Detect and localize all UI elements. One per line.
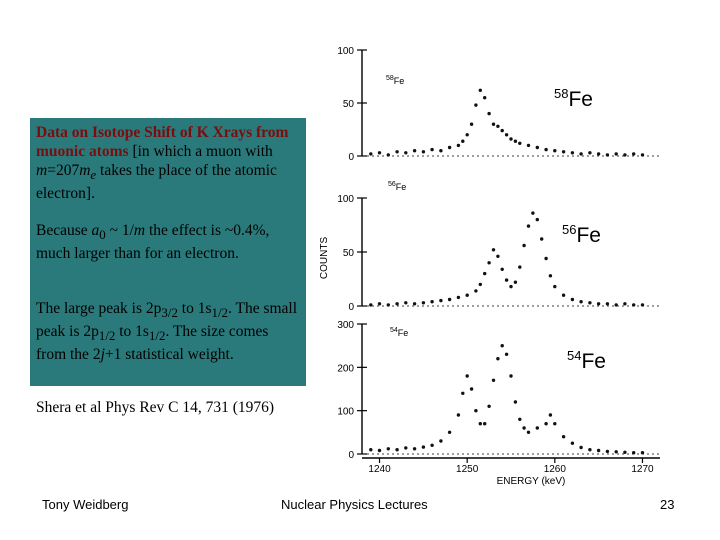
footer-page-number: 23 <box>660 497 675 512</box>
footer-course: Nuclear Physics Lectures <box>281 497 428 512</box>
data-point <box>509 137 512 140</box>
data-point <box>369 152 372 155</box>
data-point <box>369 448 372 451</box>
intro-paragraph <box>36 123 298 203</box>
data-point <box>571 442 574 445</box>
math-m: m <box>36 162 48 179</box>
y-tick-label: 200 <box>337 363 354 375</box>
data-point <box>395 302 398 305</box>
data-point <box>413 302 416 305</box>
data-point <box>544 257 547 260</box>
inset-symbol: Fe <box>393 76 405 86</box>
data-point <box>514 140 517 143</box>
data-point <box>439 439 442 442</box>
data-point <box>527 431 530 434</box>
data-point <box>518 142 521 145</box>
data-point <box>501 268 504 271</box>
data-point <box>404 301 407 304</box>
data-point <box>387 303 390 306</box>
y-tick-label: 100 <box>337 194 354 205</box>
data-point <box>470 387 473 390</box>
data-point <box>492 379 495 382</box>
data-point <box>623 302 626 305</box>
text-run: . The size comes from the 2 <box>36 323 269 364</box>
data-point <box>387 447 390 450</box>
inset-symbol: Fe <box>397 328 409 338</box>
data-point <box>474 103 477 106</box>
math-m: m <box>133 222 146 239</box>
data-point <box>632 451 635 454</box>
spectrum-panel-54 <box>337 320 660 461</box>
data-point <box>369 303 372 306</box>
footer-author: Tony Weidberg <box>42 497 129 512</box>
text-run: to 1s <box>177 300 212 317</box>
text-run: [in which a muon with <box>128 143 273 160</box>
data-point <box>430 148 433 151</box>
data-point <box>466 133 469 136</box>
text-run: the effect is ~0.4%, much larger than for an electron. <box>36 222 270 263</box>
y-tick-label: 100 <box>337 46 354 57</box>
data-point <box>395 150 398 153</box>
data-point <box>479 89 482 92</box>
data-point <box>606 450 609 453</box>
data-point <box>505 278 508 281</box>
text-run: to 1s <box>115 323 149 341</box>
data-point <box>395 448 398 451</box>
data-point <box>487 261 490 264</box>
data-point <box>509 374 512 377</box>
data-point <box>518 418 521 421</box>
data-point <box>536 426 539 429</box>
data-point <box>483 272 486 275</box>
text-run: takes the place of the atomic electron]. <box>36 162 277 203</box>
data-point <box>597 449 600 452</box>
text-run: . The small peak is 2p <box>36 300 298 341</box>
data-point <box>522 244 525 247</box>
data-point <box>562 150 565 153</box>
math-subscript: e <box>90 167 97 183</box>
data-point <box>571 298 574 301</box>
y-tick-label: 0 <box>348 450 354 461</box>
inset-isotope-label <box>386 75 404 86</box>
data-point <box>536 146 539 149</box>
data-point <box>422 150 425 153</box>
data-point <box>479 422 482 425</box>
data-point <box>527 144 530 147</box>
data-point <box>413 149 416 152</box>
data-point <box>623 451 626 454</box>
data-point <box>536 218 539 221</box>
data-point <box>457 144 460 147</box>
element-symbol: Fe <box>576 224 601 247</box>
y-tick-label: 0 <box>348 302 354 313</box>
data-point <box>531 211 534 214</box>
spectrum-panel-58 <box>337 46 660 163</box>
inset-mass-number: 58 <box>386 75 394 82</box>
data-point <box>514 400 517 403</box>
x-tick-label: 1270 <box>631 464 654 475</box>
data-point <box>518 265 521 268</box>
data-point <box>579 300 582 303</box>
data-point <box>404 151 407 154</box>
data-point <box>615 152 618 155</box>
mass-number: 58 <box>554 86 569 101</box>
inset-isotope-label <box>390 327 408 338</box>
text-run: Because <box>36 222 92 239</box>
data-point <box>479 283 482 286</box>
element-symbol: Fe <box>581 350 606 373</box>
x-axis-title: ENERGY (keV) <box>496 476 566 487</box>
data-point <box>422 301 425 304</box>
data-point <box>606 153 609 156</box>
x-tick-label: 1260 <box>543 464 566 475</box>
data-point <box>553 422 556 425</box>
x-tick-label: 1240 <box>368 464 391 475</box>
data-point <box>623 153 626 156</box>
data-point <box>474 289 477 292</box>
data-point <box>466 294 469 297</box>
data-point <box>597 302 600 305</box>
inset-mass-number: 56 <box>388 181 396 188</box>
data-point <box>501 344 504 347</box>
data-point <box>588 151 591 154</box>
data-point <box>404 446 407 449</box>
data-point <box>413 447 416 450</box>
data-point <box>527 224 530 227</box>
data-point <box>588 448 591 451</box>
y-tick-label: 300 <box>337 320 354 331</box>
data-point <box>448 146 451 149</box>
data-point <box>378 449 381 452</box>
data-point <box>483 422 486 425</box>
math-subscript: 0 <box>99 227 106 243</box>
data-point <box>632 152 635 155</box>
data-point <box>553 285 556 288</box>
data-point <box>457 413 460 416</box>
isotope-spectra-chart <box>310 38 715 487</box>
data-point <box>540 237 543 240</box>
data-point <box>483 96 486 99</box>
data-point <box>387 153 390 156</box>
data-point <box>562 435 565 438</box>
y-axis-title: COUNTS <box>319 236 330 280</box>
data-point <box>571 151 574 154</box>
data-point <box>378 302 381 305</box>
y-tick-label: 50 <box>342 99 354 110</box>
inset-isotope-label <box>388 181 406 192</box>
reference-citation: Shera et al Phys Rev C 14, 731 (1976) <box>36 399 275 416</box>
element-symbol: Fe <box>568 88 593 111</box>
math-subscript: 1/2 <box>211 305 228 321</box>
data-point <box>606 302 609 305</box>
data-point <box>588 301 591 304</box>
data-point <box>492 248 495 251</box>
data-point <box>509 285 512 288</box>
highlighted-phrase: Data on Isotope Shift of K Xrays from muonic atoms <box>36 124 289 160</box>
data-point <box>501 129 504 132</box>
text-run: ~ 1/ <box>105 222 134 239</box>
math-a: a <box>91 222 100 239</box>
data-point <box>487 112 490 115</box>
data-point <box>430 444 433 447</box>
text-run: =207 <box>47 162 80 179</box>
data-point <box>597 152 600 155</box>
data-point <box>496 357 499 360</box>
data-point <box>549 274 552 277</box>
data-point <box>430 300 433 303</box>
inset-mass-number: 54 <box>390 327 398 334</box>
math-m: m <box>79 162 91 179</box>
mass-number: 56 <box>562 222 577 237</box>
y-tick-label: 50 <box>342 248 354 259</box>
label-fe56 <box>560 219 603 247</box>
y-tick-label: 0 <box>348 152 354 163</box>
data-point <box>632 303 635 306</box>
scaling-paragraph <box>36 221 298 263</box>
data-point <box>522 426 525 429</box>
inset-symbol: Fe <box>395 182 407 192</box>
data-point <box>461 392 464 395</box>
text-run: The large peak is 2p <box>36 300 162 317</box>
data-point <box>439 149 442 152</box>
data-point <box>579 446 582 449</box>
spectrum-panel-56 <box>337 181 660 313</box>
math-j: j <box>100 346 105 364</box>
data-point <box>461 140 464 143</box>
data-point <box>544 422 547 425</box>
data-point <box>470 123 473 126</box>
data-point <box>505 133 508 136</box>
data-point <box>448 298 451 301</box>
math-subscript: 1/2 <box>98 328 116 344</box>
data-point <box>466 374 469 377</box>
label-fe54 <box>565 345 608 373</box>
data-point <box>448 431 451 434</box>
data-point <box>378 151 381 154</box>
x-tick-label: 1250 <box>456 464 479 475</box>
data-point <box>514 281 517 284</box>
data-point <box>505 353 508 356</box>
data-point <box>487 405 490 408</box>
mass-number: 54 <box>567 348 582 363</box>
data-point <box>439 299 442 302</box>
data-point <box>641 153 644 156</box>
data-point <box>549 413 552 416</box>
data-point <box>641 451 644 454</box>
data-point <box>615 450 618 453</box>
text-run: +1 statistical weight. <box>104 346 234 364</box>
data-point <box>615 303 618 306</box>
data-point <box>553 149 556 152</box>
data-point <box>457 296 460 299</box>
data-point <box>496 125 499 128</box>
data-point <box>492 123 495 126</box>
peaks-paragraph <box>36 299 298 364</box>
data-point <box>544 148 547 151</box>
data-point <box>474 409 477 412</box>
data-point <box>641 303 644 306</box>
data-point <box>422 445 425 448</box>
data-point <box>496 255 499 258</box>
label-fe58 <box>552 83 595 111</box>
math-subscript: 3/2 <box>161 305 178 321</box>
math-subscript: 1/2 <box>148 328 166 344</box>
y-tick-label: 100 <box>337 406 354 418</box>
data-point <box>579 152 582 155</box>
data-point <box>562 294 565 297</box>
